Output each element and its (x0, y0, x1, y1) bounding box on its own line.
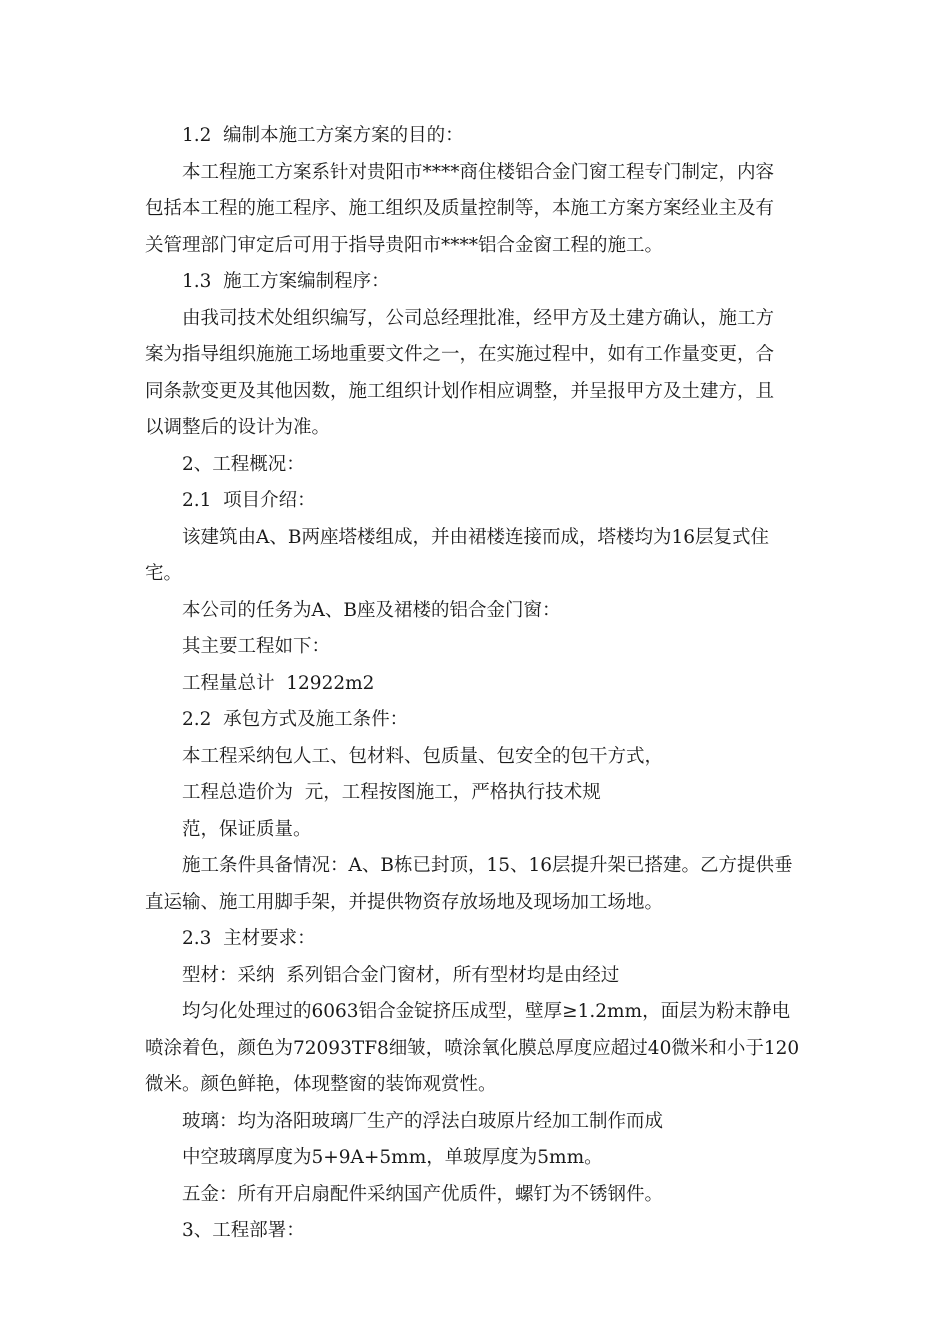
text-line: 其主要工程如下： (182, 636, 331, 657)
text-line: 关管理部门审定后可用于指导贵阳市****铝合金窗工程的施工。 (145, 234, 664, 256)
text-line: 玻璃：均为洛阳玻璃厂生产的浮法白玻原片经加工制作而成 (182, 1110, 664, 1132)
text-line: 2.2 承包方式及施工条件： (182, 709, 409, 730)
text-line: 2.3 主材要求： (182, 928, 316, 949)
text-line: 案为指导组织施施工场地重要文件之一，在实施过程中，如有工作量变更，合 (145, 344, 775, 365)
text-line: 1.3 施工方案编制程序： (182, 271, 390, 292)
text-line: 工程量总计 12922m2 (182, 672, 375, 694)
text-line: 五金：所有开启扇配件采纳国产优质件，螺钉为不锈钢件。 (182, 1183, 664, 1205)
text-line: 直运输、施工用脚手架，并提供物资存放场地及现场加工场地。 (145, 891, 664, 913)
text-line: 中空玻璃厚度为5+9A+5mm，单玻厚度为5mm。 (182, 1147, 603, 1168)
text-line: 微米。颜色鲜艳，体现整窗的装饰观赏性。 (145, 1074, 497, 1095)
text-line: 1.2 编制本施工方案方案的目的： (182, 125, 464, 146)
document-body (145, 118, 815, 1250)
text-line: 同条款变更及其他因数，施工组织计划作相应调整，并呈报甲方及土建方，且 (145, 380, 775, 402)
text-line: 以调整后的设计为准。 (145, 417, 331, 438)
text-line: 2.1 项目介绍： (182, 490, 316, 511)
text-line: 本工程采纳包人工、包材料、包质量、包安全的包干方式， (182, 745, 664, 767)
text-line: 包括本工程的施工程序、施工组织及质量控制等，本施工方案方案经业主及有 (145, 198, 775, 219)
text-line: 3、工程部署： (182, 1220, 305, 1241)
text-line: 型材：采纳 系列铝合金门窗材，所有型材均是由经过 (182, 964, 620, 986)
text-line: 本工程施工方案系针对贵阳市****商住楼铝合金门窗工程专门制定，内容 (182, 161, 775, 183)
text-line: 施工条件具备情况：A、B栋已封顶，15、16层提升架已搭建。乙方提供垂 (182, 855, 793, 876)
text-line: 由我司技术处组织编写，公司总经理批准，经甲方及土建方确认，施工方 (182, 307, 775, 329)
text-line: 本公司的任务为A、B座及裙楼的铝合金门窗： (182, 599, 561, 621)
text-line: 2、工程概况： (182, 453, 305, 475)
text-line: 喷涂着色，颜色为72093TF8细皱，喷涂氧化膜总厚度应超过40微米和小于120 (145, 1037, 800, 1059)
text-line: 工程总造价为 元，工程按图施工，严格执行技术规 (182, 782, 601, 803)
text-line: 范，保证质量。 (182, 818, 312, 840)
text-line: 均匀化处理过的6063铝合金锭挤压成型，壁厚≥1.2mm，面层为粉末静电 (182, 1001, 791, 1022)
text-line: 宅。 (145, 563, 183, 584)
text-line: 该建筑由A、B两座塔楼组成，并由裙楼连接而成，塔楼均为16层复式住 (182, 526, 769, 548)
